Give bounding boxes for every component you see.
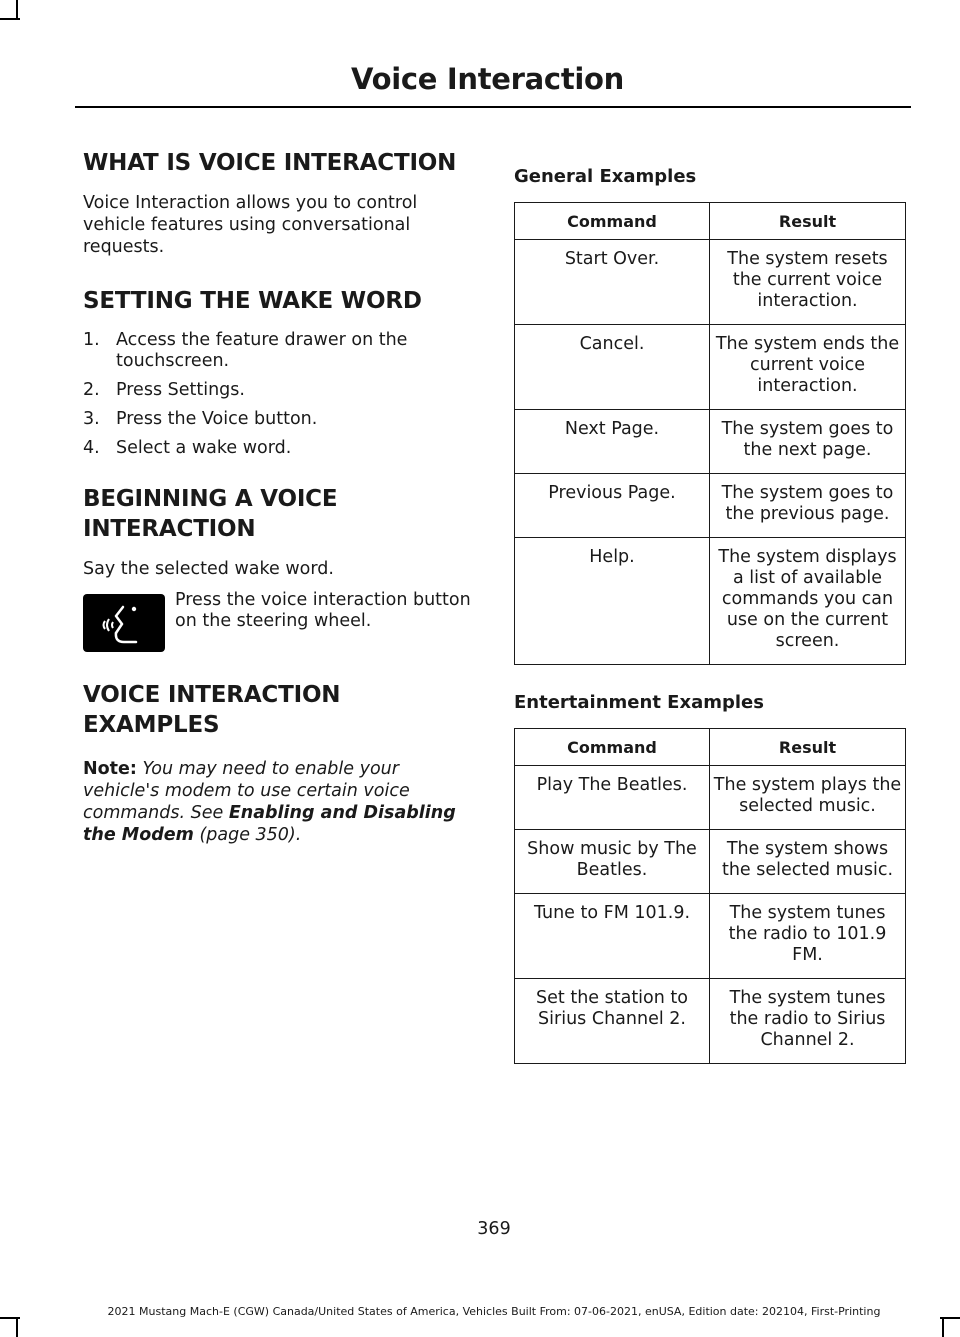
page-number: 369 <box>477 1219 511 1239</box>
table-row <box>515 830 906 894</box>
command-cell: Play The Beatles. <box>515 766 710 830</box>
step-number: 4. <box>83 438 100 458</box>
heading-beginning-2: INTERACTION <box>83 516 256 542</box>
heading-setting-wake-word: SETTING THE WAKE WORD <box>83 288 422 314</box>
paragraph-say-wake-word: Say the selected wake word. <box>83 559 334 579</box>
result-cell: The system plays the selected music. <box>710 766 906 830</box>
crop-mark <box>16 0 18 20</box>
command-cell: Tune to FM 101.9. <box>515 894 710 979</box>
table-row <box>515 894 906 979</box>
column-header-command: Command <box>515 203 710 240</box>
heading-what-is-voice-interaction: WHAT IS VOICE INTERACTION <box>83 150 457 176</box>
table-row <box>515 979 906 1064</box>
column-header-result: Result <box>710 203 906 240</box>
step-text: Select a wake word. <box>116 438 292 458</box>
command-cell: Help. <box>515 538 710 665</box>
table-row <box>515 538 906 665</box>
step-text: Access the feature drawer on the touchscreen. <box>116 330 408 371</box>
heading-entertainment-examples: Entertainment Examples <box>514 692 764 713</box>
voice-button-description: Press the voice interaction button on the steering wheel. <box>175 590 471 631</box>
step-text: Press Settings. <box>116 380 245 400</box>
table-row <box>515 410 906 474</box>
note-cross-reference-link[interactable]: Enabling and Disabling the Modem <box>83 802 456 845</box>
command-cell: Next Page. <box>515 410 710 474</box>
note-page-ref: (page 350). <box>199 824 302 845</box>
step-item <box>83 438 473 459</box>
crop-mark <box>942 1317 944 1337</box>
step-text: Press the Voice button. <box>116 409 318 429</box>
step-item <box>83 409 473 430</box>
step-number: 2. <box>83 380 100 400</box>
table-header-row <box>515 203 906 240</box>
table-header-row <box>515 729 906 766</box>
result-cell: The system goes to the previous page. <box>710 474 906 538</box>
step-item <box>83 380 473 401</box>
crop-mark <box>16 1317 18 1337</box>
crop-mark <box>0 18 20 20</box>
result-cell: The system displays a list of available commands you can use on the current screen. <box>710 538 906 665</box>
command-cell: Show music by The Beatles. <box>515 830 710 894</box>
voice-interaction-button-icon <box>83 594 165 652</box>
wake-word-steps <box>83 330 473 459</box>
result-cell: The system shows the selected music. <box>710 830 906 894</box>
right-column <box>514 166 906 1091</box>
note-label: Note: <box>83 758 137 779</box>
step-number: 3. <box>83 409 100 429</box>
column-header-command: Command <box>515 729 710 766</box>
heading-general-examples: General Examples <box>514 166 697 187</box>
header-rule <box>75 106 911 108</box>
heading-beginning-1: BEGINNING A VOICE <box>83 486 338 512</box>
entertainment-examples-table <box>514 728 906 1064</box>
page-footer: 2021 Mustang Mach-E (CGW) Canada/United States of America, Vehicles Built From: 07-06-2021, enUSA, Edition date: 202104, First-Printing <box>107 1305 881 1318</box>
table-row <box>515 766 906 830</box>
note-text: You may need to enable your vehicle's modem to use certain voice commands. See <box>83 758 410 823</box>
command-cell: Start Over. <box>515 240 710 325</box>
command-cell: Cancel. <box>515 325 710 410</box>
table-row <box>515 474 906 538</box>
heading-examples-1: VOICE INTERACTION <box>83 682 341 708</box>
step-number: 1. <box>83 330 100 350</box>
note-paragraph <box>83 758 473 846</box>
heading-examples-2: EXAMPLES <box>83 712 220 738</box>
table-row <box>515 325 906 410</box>
general-examples-table <box>514 202 906 665</box>
page-header-title: Voice Interaction <box>351 62 624 96</box>
command-cell: Set the station to Sirius Channel 2. <box>515 979 710 1064</box>
result-cell: The system goes to the next page. <box>710 410 906 474</box>
step-item <box>83 330 473 372</box>
result-cell: The system tunes the radio to Sirius Channel 2. <box>710 979 906 1064</box>
column-header-result: Result <box>710 729 906 766</box>
result-cell: The system ends the current voice interaction. <box>710 325 906 410</box>
left-column <box>83 148 473 863</box>
voice-button-row <box>83 590 473 650</box>
result-cell: The system tunes the radio to 101.9 FM. <box>710 894 906 979</box>
paragraph-what-is: Voice Interaction allows you to control vehicle features using conversational requests. <box>83 193 418 257</box>
command-cell: Previous Page. <box>515 474 710 538</box>
table-row <box>515 240 906 325</box>
result-cell: The system resets the current voice interaction. <box>710 240 906 325</box>
